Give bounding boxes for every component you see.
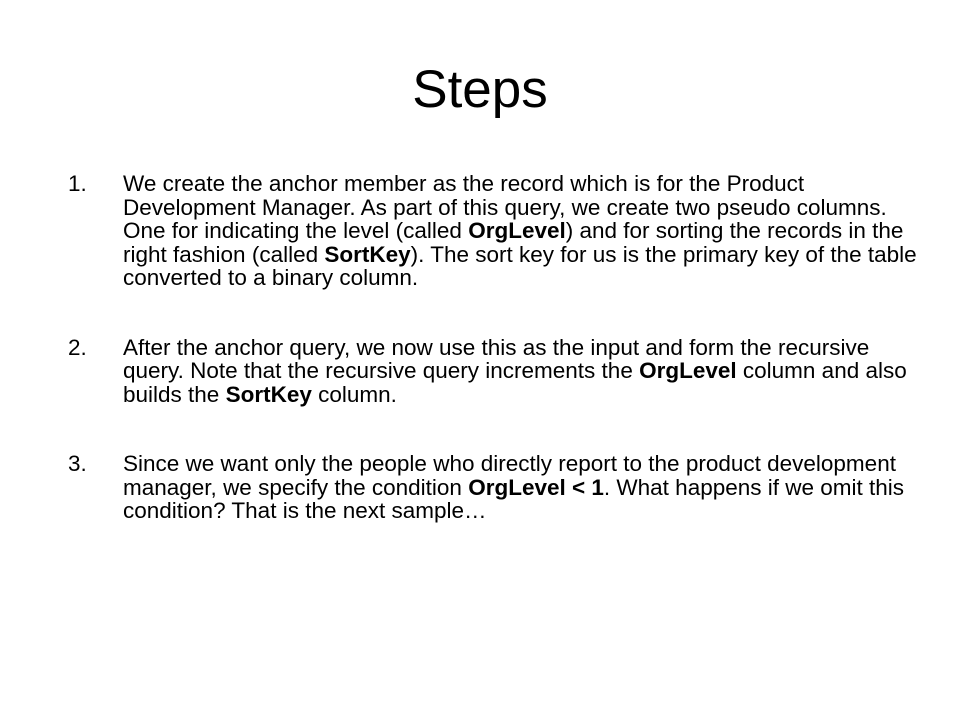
step-number: 3. — [68, 451, 87, 476]
step-number: 1. — [68, 171, 87, 196]
step-text-segment: After the anchor query, we now use this as the input and form the recursive query. Note that the recursive query increments the — [123, 334, 870, 383]
step-text-segment: column. — [311, 381, 397, 407]
condition-term: OrgLevel < 1 — [468, 474, 604, 500]
step-text — [123, 171, 917, 290]
step-text — [123, 335, 907, 407]
step-text-segment: Since we want only the people who directly report to the product development manager, we specify the condition — [123, 451, 896, 500]
sortkey-term: SortKey — [324, 241, 411, 267]
step-item — [68, 172, 918, 290]
orglevel-term: OrgLevel — [468, 218, 566, 243]
step-text-segment: We create the anchor member as the record which is for the Product Development Manager. As part of this query, we create two pseudo columns. One for indicating the level (called — [123, 171, 887, 243]
step-text-segment: ) and for sorting the records in the right fashion (called — [123, 218, 904, 267]
step-item — [68, 452, 918, 523]
sortkey-term: SortKey — [225, 381, 312, 407]
step-text-segment: ). The sort key for us is the primary key of the table converted to a binary column. — [123, 241, 917, 290]
slide-title: Steps — [412, 60, 548, 119]
step-text-segment: column and also builds the — [123, 358, 907, 407]
step-number: 2. — [68, 334, 87, 360]
step-item — [68, 336, 918, 407]
step-text — [123, 451, 904, 523]
steps-list — [68, 172, 918, 569]
step-text-segment: . What happens if we omit this condition? That is the next sample… — [123, 474, 905, 523]
orglevel-term: OrgLevel — [639, 358, 737, 383]
